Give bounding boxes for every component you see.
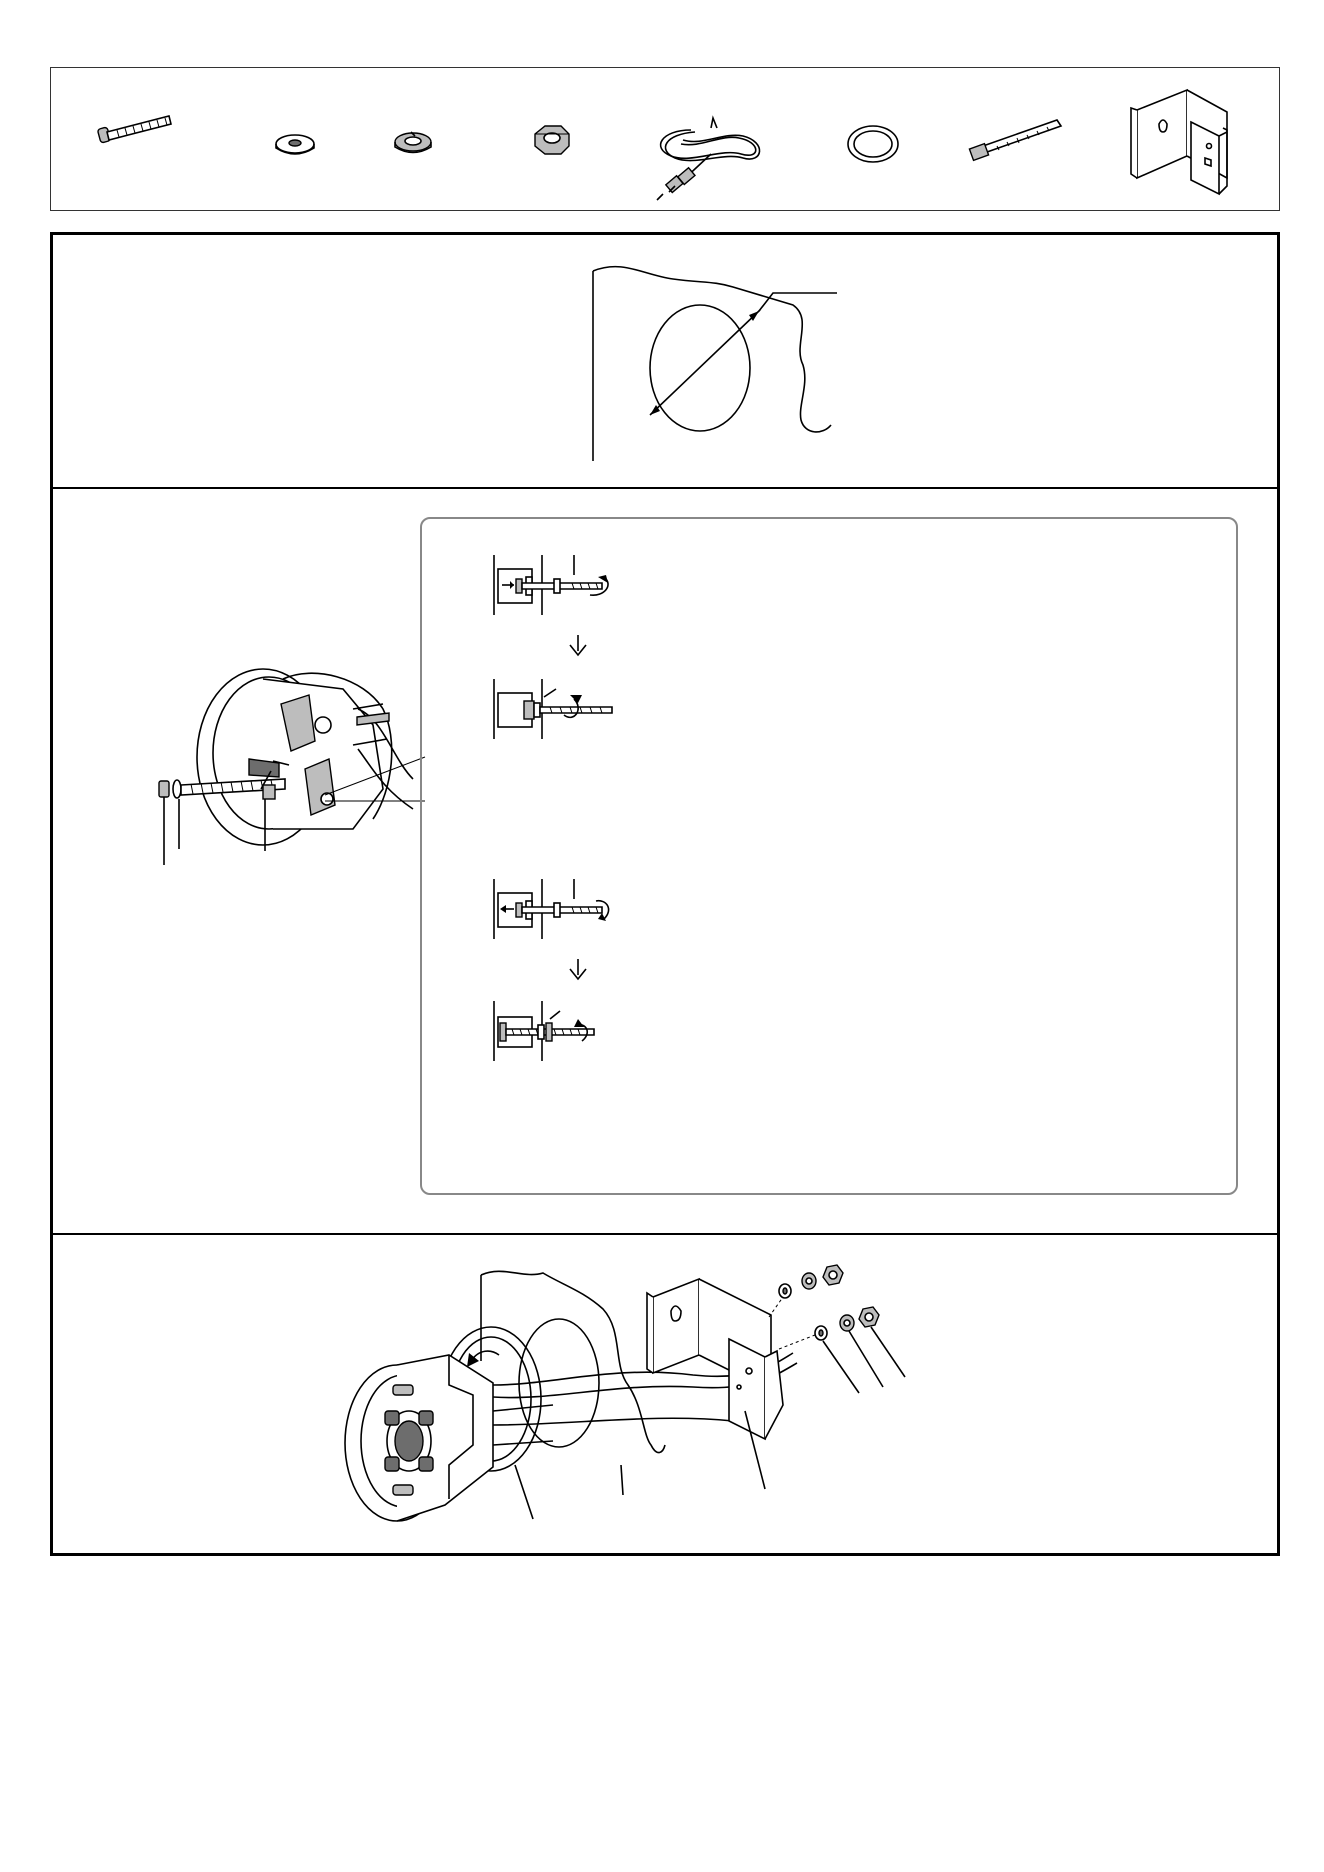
machine-screw-icon — [97, 116, 171, 143]
screw-insertion-icon — [53, 489, 413, 909]
spring-washer-icon — [395, 132, 431, 153]
screw-detail-box — [420, 517, 1238, 1195]
screw-detail-illustrations — [422, 519, 1240, 1197]
cutout-hole-diameter-icon — [53, 235, 1277, 489]
hex-nut-icon — [535, 126, 569, 154]
cable-tie-icon — [969, 120, 1061, 160]
screw-loosened-icon — [494, 1001, 594, 1061]
parts-list-panel — [50, 67, 1280, 211]
screw-loosen-icon — [494, 879, 609, 939]
arrow-down-icon-2 — [570, 959, 586, 979]
installation-steps-panel — [50, 232, 1280, 1556]
screw-tightened-icon — [494, 679, 612, 739]
flat-washer-icon — [276, 135, 314, 154]
mounting-bracket-icon — [1131, 90, 1227, 194]
exploded-mounting-icon — [53, 1235, 1277, 1553]
step-1-cutout — [53, 235, 1277, 489]
parts-illustrations — [51, 68, 1281, 212]
step-2-screw-insertion — [53, 489, 1277, 1235]
screw-tighten-icon — [494, 555, 608, 615]
arrow-down-icon — [570, 635, 586, 655]
step-3-mounting — [53, 1235, 1277, 1553]
rubber-gasket-icon — [848, 126, 898, 162]
rca-cable-icon — [657, 118, 760, 200]
